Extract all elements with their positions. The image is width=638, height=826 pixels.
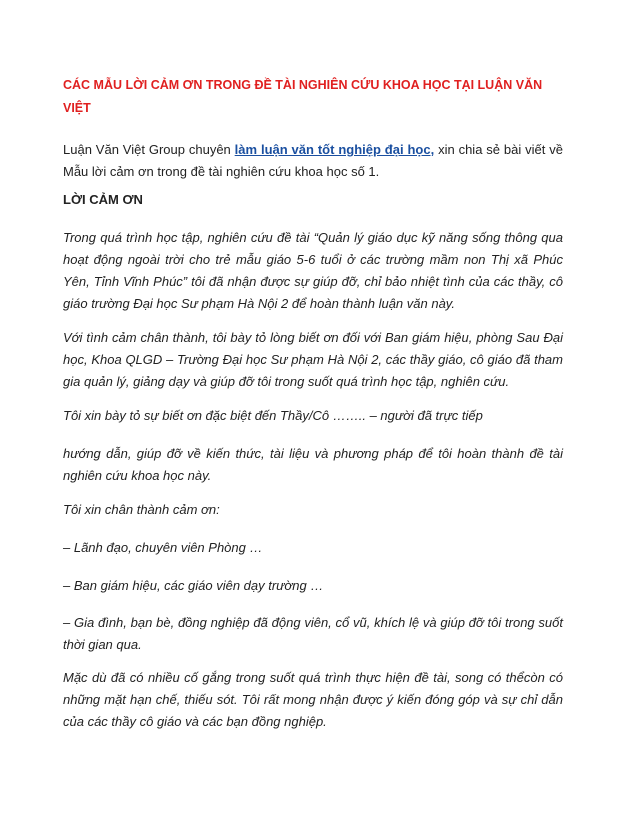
section-heading: LỜI CẢM ƠN bbox=[63, 192, 143, 207]
body-paragraph-1: Trong quá trình học tập, nghiên cứu đề tài “Quản lý giáo dục kỹ năng sống thông qua hoạt động ngoài trời cho trẻ mẫu giáo 5-6 tuổi ở các trường mầm non Thị xã Phúc Yên, Tỉnh Vĩnh Phúc” tôi đã nhận được sự giúp đỡ, chỉ bảo nhiệt tình của các thầy, cô giáo trường Đại học Sư phạm Hà Nội 2 để hoàn thành luận văn này. bbox=[63, 230, 563, 311]
closing-paragraph: Mặc dù đã có nhiều cố gắng trong suốt quá trình thực hiện đề tài, song có thểcòn có những mặt hạn chế, thiếu sót. Tôi rất mong nhận được ý kiến đóng góp và sự chỉ dẫn của các thầy cô giáo và các bạn đồng nghiệp. bbox=[63, 670, 563, 729]
service-link[interactable]: làm luận văn tốt nghiệp đại học, bbox=[234, 142, 435, 157]
body-paragraph-4: hướng dẫn, giúp đỡ về kiến thức, tài liệu và phương pháp để tôi hoàn thành đề tài nghiên cứu khoa học này. bbox=[63, 446, 563, 483]
body-paragraph-3: Tôi xin bày tỏ sự biết ơn đặc biệt đến Thầy/Cô …….. – người đã trực tiếp bbox=[63, 408, 483, 423]
list-item-3: – Gia đình, bạn bè, đồng nghiệp đã động viên, cổ vũ, khích lệ và giúp đỡ tôi trong suốt thời gian qua. bbox=[63, 615, 563, 652]
body-paragraph-2: Với tình cảm chân thành, tôi bày tỏ lòng biết ơn đối với Ban giám hiệu, phòng Sau Đại học, Khoa QLGD – Trường Đại học Sư phạm Hà Nội 2, các thầy giáo, cô giáo đã tham gia quản lý, giảng dạy và giúp đỡ tôi trong suốt quá trình học tập, nghiên cứu. bbox=[63, 330, 563, 389]
list-item-1: – Lãnh đạo, chuyên viên Phòng … bbox=[63, 540, 263, 555]
intro-text-before: Luận Văn Việt Group chuyên bbox=[63, 142, 235, 157]
body-paragraph-5: Tôi xin chân thành cảm ơn: bbox=[63, 502, 220, 517]
list-item-2: – Ban giám hiệu, các giáo viên dạy trường … bbox=[63, 578, 324, 593]
intro-paragraph bbox=[63, 139, 563, 183]
intro-text-after: xin chia sẻ bài viết về Mẫu lời cảm ơn trong đề tài nghiên cứu khoa học số 1. bbox=[63, 142, 563, 179]
document-title: CÁC MẪU LỜI CẢM ƠN TRONG ĐỀ TÀI NGHIÊN CỨU KHOA HỌC TẠI LUẬN VĂN VIỆT bbox=[63, 78, 543, 115]
